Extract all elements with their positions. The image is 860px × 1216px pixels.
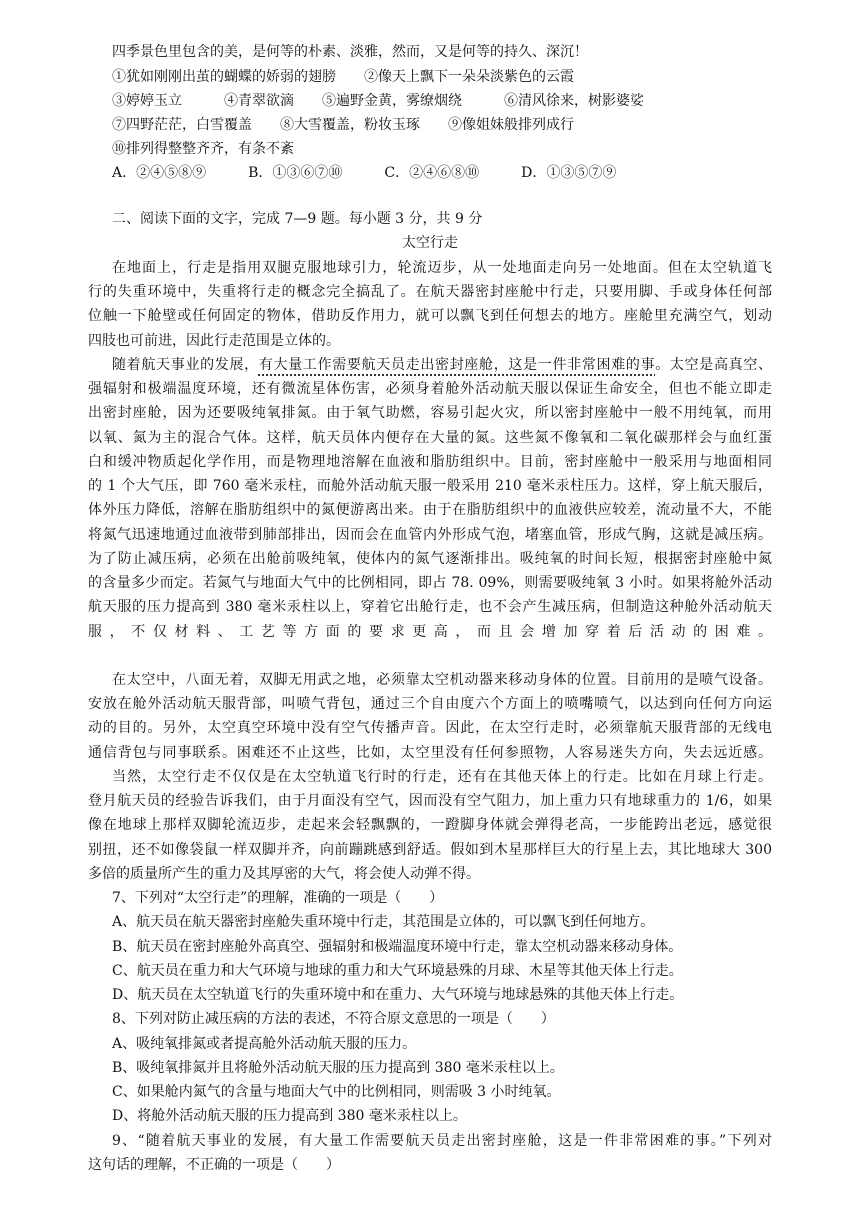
q7-option-c: C、航天员在重力和大气环境与地球的重力和大气环境悬殊的月球、木星等其他天体上行走。 — [112, 963, 683, 979]
q6-items-line-3: ⑦四野茫茫，白雪覆盖 ⑧大雪覆盖，粉妆玉琢 ⑨像姐妹般排列成行 — [112, 117, 574, 133]
q9-stem-line-1: 9、“随着航天事业的发展，有大量工作需要航天员走出密封座舱，这是一件非常困难的事。”下列对 — [112, 1133, 772, 1149]
q8-stem: 8、下列对防止减压病的方法的表述，不符合原文意思的一项是（ ） — [112, 1011, 555, 1027]
q9-stem-line-2: 这句话的理解，不正确的一项是（ ） — [88, 1157, 340, 1173]
p3-line-2: 安放在舱外活动航天服背部，叫喷气背包，通过三个自由度六个方面上的喷嘴喷气，以达到向任何方向运 — [88, 696, 772, 712]
p2-line-4: 以氧、氮为主的混合气体。这样，航天员体内便存在大量的氮。这些氮不像氧和二氧化碳那样会与血红蛋 — [88, 430, 772, 446]
q8-option-c: C、如果舱内氮气的含量与地面大气中的比例相同，则需吸 3 小时纯氧。 — [112, 1084, 561, 1100]
q6-items-line-2: ③婷婷玉立 ④青翠欲滴 ⑤遍野金黄，雾缭烟绕 ⑥清风徐来，树影婆娑 — [112, 93, 644, 109]
p2-line-3: 出密封座舱，因为还要吸纯氧排氮。由于氧气助燃，容易引起火灾，所以密封座舱中一般不用纯氧，而用 — [88, 405, 772, 421]
q8-option-d: D、将舱外活动航天服的压力提高到 380 毫米汞柱以上。 — [112, 1108, 467, 1124]
p3-line-1: 在太空中，八面无着，双脚无用武之地，必须靠太空机动器来移动身体的位置。目前用的是喷气设备。 — [112, 672, 772, 688]
q7-option-a: A、航天员在航天器密封座舱失重环境中行走，其范围是立体的，可以飘飞到任何地方。 — [112, 914, 655, 930]
section-heading: 二、阅读下面的文字，完成 7—9 题。每小题 3 分，共 9 分 — [112, 211, 483, 227]
p2-line-2: 强辐射和极端温度环境，还有微流星体伤害，必须身着舱外活动航天服以保证生命安全，但也不能立即走 — [88, 381, 772, 397]
q8-option-b: B、吸纯氧排氮并且将舱外活动航天服的压力提高到 380 毫米汞柱以上。 — [112, 1060, 564, 1076]
p2-line-5: 白和缓冲物质起化学作用，而是物理地溶解在血液和脂肪组织中。目前，密封座舱中一般采用与地面相同 — [88, 454, 772, 470]
p3-line-3: 动的目的。另外，太空真空环境中没有空气传播声音。因此，在太空行走时，必须靠航天服背部的无线电 — [88, 720, 772, 736]
q8-option-a: A、吸纯氧排氮或者提高舱外活动航天服的压力。 — [112, 1036, 417, 1052]
p4-line-1: 当然，太空行走不仅仅是在太空轨道飞行时的行走，还有在其他天体上的行走。比如在月球上行走。 — [112, 769, 772, 785]
p4-line-4: 别扭，还不如像袋鼠一样双脚并齐，向前蹦跳感到舒适。假如到木星那样巨大的行星上去，其比地球大 300 — [88, 842, 772, 858]
p4-line-3: 像在地球上那样双脚轮流迈步，走起来会轻飘飘的，一蹬脚身体就会弹得老高，一步能跨出老远，感觉很 — [88, 817, 772, 833]
passage-title: 太空行走 — [402, 235, 458, 251]
p2-line-9: 为了防止减压病，必须在出舱前吸纯氧，使体内的氮气逐渐排出。吸纯氧的时间长短，根据密封座舱中氮 — [88, 551, 772, 567]
q6-intro: 四季景色里包含的美，是何等的朴素、淡雅，然而，又是何等的持久、深沉！ — [112, 44, 588, 60]
p2-line-6: 的 1 个大气压，即 760 毫米汞柱，而舱外活动航天服一般采用 210 毫米汞柱压力。这样，穿上航天服后， — [88, 478, 772, 494]
p2-line-1-after: 。太空是高真空、 — [655, 357, 773, 373]
p2-line-1-before: 随着航天事业的发展， — [112, 357, 259, 373]
p1-line-1: 在地面上，行走是指用双腿克服地球引力，轮流迈步，从一处地面走向另一处地面。但在太空轨道飞 — [112, 260, 772, 276]
p2-line-11: 航天服的压力提高到 380 毫米汞柱以上，穿着它出舱行走，也不会产生减压病，但制造这种舱外活动航天 — [88, 599, 772, 615]
p2-line-12: 服，不仅材料、工艺等方面的要求更高，而且会增加穿着后活动的困难。 — [88, 624, 772, 640]
q7-option-d: D、航天员在太空轨道飞行的失重环境中和在重力、大气环境与地球悬殊的其他天体上行走。 — [112, 987, 684, 1003]
p1-line-2: 行的失重环境中，失重将行走的概念完全搞乱了。在航天器密封座舱中行走，只要用脚、手或身体任何部 — [88, 284, 772, 300]
p2-line-1 — [112, 355, 772, 375]
p2-line-10: 的含量多少而定。若氮气与地面大气中的比例相同，即占 78. 09%，则需要吸纯氧 3 小时。如果将舱外活动 — [88, 575, 772, 591]
p3-line-4: 通信背包与同事联系。困难还不止这些，比如，太空里没有任何参照物，人容易迷失方向，失去远近感。 — [88, 745, 772, 761]
p4-line-2: 登月航天员的经验告诉我们，由于月面没有空气，因而没有空气阻力，加上重力只有地球重力的 1/6，如果 — [88, 793, 772, 809]
p1-line-3: 位触一下舱壁或任何固定的物体，借助反作用力，就可以飘飞到任何想去的地方。座舱里充满空气，划动 — [88, 308, 772, 324]
p2-line-7: 体外压力降低，溶解在脂肪组织中的氮便游离出来。由于在脂肪组织中的血液供应较差，流动量不大，不能 — [88, 502, 772, 518]
q6-options: A．②④⑤⑧⑨ B．①③⑥⑦⑩ C．②④⑥⑧⑩ D．①③⑤⑦⑨ — [112, 165, 617, 181]
p1-line-4: 四肢也可前进，因此行走范围是立体的。 — [88, 333, 340, 349]
p2-line-8: 将氮气迅速地通过血液带到肺部排出，因而会在血管内外形成气泡，堵塞血管，形成气胸，这就是减压病。 — [88, 527, 772, 543]
q7-stem: 7、下列对“太空行走”的理解，准确的一项是（ ） — [112, 890, 444, 906]
p4-line-5: 多倍的质量所产生的重力及其厚密的大气，将会使人动弹不得。 — [88, 866, 480, 882]
q6-items-line-4: ⑩排列得整整齐齐，有条不紊 — [112, 141, 294, 157]
p2-emphasized-sentence: 有大量工作需要航天员走出密封座舱，这是一件非常困难的事 — [258, 357, 656, 373]
q7-option-b: B、航天员在密封座舱外高真空、强辐射和极端温度环境中行走，靠太空机动器来移动身体。 — [112, 939, 683, 955]
q6-items-line-1: ①犹如刚刚出茧的蝴蝶的娇弱的翅膀 ②像天上飘下一朵朵淡紫色的云霞 — [112, 69, 574, 85]
